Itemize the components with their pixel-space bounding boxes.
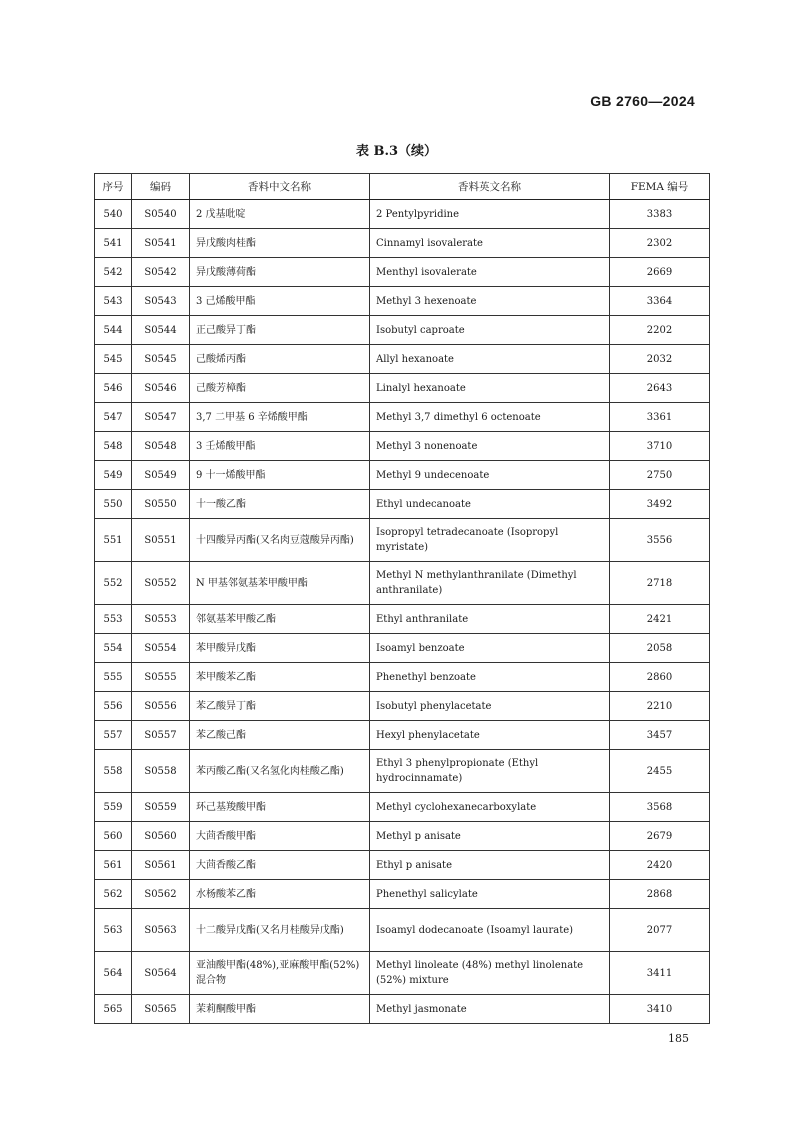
cell-english-name: Ethyl 3 phenylpropionate (Ethyl hydrocinnamate) xyxy=(370,750,610,793)
cell-english-name: Ethyl p anisate xyxy=(370,851,610,880)
cell-english-name: Isoamyl dodecanoate (Isoamyl laurate) xyxy=(370,909,610,952)
cell-no: 552 xyxy=(95,562,132,605)
cell-chinese-name: 苯甲酸苯乙酯 xyxy=(190,663,370,692)
cell-code: S0558 xyxy=(132,750,190,793)
column-header-english-name: 香料英文名称 xyxy=(370,174,610,200)
cell-no: 544 xyxy=(95,316,132,345)
cell-english-name: Methyl cyclohexanecarboxylate xyxy=(370,793,610,822)
cell-code: S0563 xyxy=(132,909,190,952)
cell-fema-number: 2302 xyxy=(610,229,710,258)
cell-no: 543 xyxy=(95,287,132,316)
cell-fema-number: 3568 xyxy=(610,793,710,822)
cell-code: S0562 xyxy=(132,880,190,909)
cell-english-name: Ethyl anthranilate xyxy=(370,605,610,634)
cell-english-name: Isobutyl caproate xyxy=(370,316,610,345)
table-body xyxy=(95,200,710,1024)
table-row xyxy=(95,721,710,750)
cell-chinese-name: 3,7 二甲基 6 辛烯酸甲酯 xyxy=(190,403,370,432)
cell-chinese-name: 苯乙酸己酯 xyxy=(190,721,370,750)
cell-fema-number: 2077 xyxy=(610,909,710,952)
standard-code: GB 2760—2024 xyxy=(590,93,695,109)
page-number: 185 xyxy=(668,1032,689,1045)
cell-fema-number: 3383 xyxy=(610,200,710,229)
cell-chinese-name: 环己基羧酸甲酯 xyxy=(190,793,370,822)
table-row xyxy=(95,519,710,562)
cell-english-name: Allyl hexanoate xyxy=(370,345,610,374)
cell-fema-number: 2679 xyxy=(610,822,710,851)
table-row xyxy=(95,995,710,1024)
cell-fema-number: 2421 xyxy=(610,605,710,634)
cell-chinese-name: 异戊酸肉桂酯 xyxy=(190,229,370,258)
cell-no: 561 xyxy=(95,851,132,880)
cell-code: S0546 xyxy=(132,374,190,403)
cell-english-name: Isopropyl tetradecanoate (Isopropyl myristate) xyxy=(370,519,610,562)
column-header-code: 编码 xyxy=(132,174,190,200)
table-row xyxy=(95,345,710,374)
cell-english-name: Cinnamyl isovalerate xyxy=(370,229,610,258)
cell-code: S0551 xyxy=(132,519,190,562)
cell-english-name: Methyl linoleate (48%) methyl linolenate (52%) mixture xyxy=(370,952,610,995)
cell-chinese-name: 异戊酸薄荷酯 xyxy=(190,258,370,287)
cell-fema-number: 2643 xyxy=(610,374,710,403)
table-header-row xyxy=(95,174,710,200)
column-header-no: 序号 xyxy=(95,174,132,200)
cell-no: 558 xyxy=(95,750,132,793)
cell-fema-number: 3410 xyxy=(610,995,710,1024)
cell-no: 565 xyxy=(95,995,132,1024)
table-row xyxy=(95,287,710,316)
cell-code: S0543 xyxy=(132,287,190,316)
table-row xyxy=(95,258,710,287)
table-row xyxy=(95,200,710,229)
cell-fema-number: 2032 xyxy=(610,345,710,374)
cell-chinese-name: 大茴香酸甲酯 xyxy=(190,822,370,851)
cell-english-name: Methyl N methylanthranilate (Dimethyl anthranilate) xyxy=(370,562,610,605)
cell-fema-number: 3556 xyxy=(610,519,710,562)
cell-chinese-name: 3 壬烯酸甲酯 xyxy=(190,432,370,461)
cell-english-name: Methyl jasmonate xyxy=(370,995,610,1024)
cell-code: S0540 xyxy=(132,200,190,229)
cell-chinese-name: 己酸芳樟酯 xyxy=(190,374,370,403)
cell-no: 555 xyxy=(95,663,132,692)
cell-no: 554 xyxy=(95,634,132,663)
cell-no: 551 xyxy=(95,519,132,562)
cell-chinese-name: 9 十一烯酸甲酯 xyxy=(190,461,370,490)
cell-english-name: Methyl p anisate xyxy=(370,822,610,851)
cell-fema-number: 3361 xyxy=(610,403,710,432)
cell-english-name: 2 Pentylpyridine xyxy=(370,200,610,229)
cell-no: 562 xyxy=(95,880,132,909)
table-row xyxy=(95,952,710,995)
table-row xyxy=(95,229,710,258)
table-row xyxy=(95,605,710,634)
cell-code: S0556 xyxy=(132,692,190,721)
cell-fema-number: 3411 xyxy=(610,952,710,995)
cell-chinese-name: 苯甲酸异戊酯 xyxy=(190,634,370,663)
cell-chinese-name: 苯丙酸乙酯(又名氢化肉桂酸乙酯) xyxy=(190,750,370,793)
cell-fema-number: 2210 xyxy=(610,692,710,721)
cell-fema-number: 2420 xyxy=(610,851,710,880)
cell-fema-number: 3364 xyxy=(610,287,710,316)
cell-code: S0552 xyxy=(132,562,190,605)
cell-english-name: Menthyl isovalerate xyxy=(370,258,610,287)
column-header-fema: FEMA 编号 xyxy=(610,174,710,200)
cell-chinese-name: 正己酸异丁酯 xyxy=(190,316,370,345)
cell-chinese-name: 苯乙酸异丁酯 xyxy=(190,692,370,721)
cell-code: S0547 xyxy=(132,403,190,432)
cell-chinese-name: 己酸烯丙酯 xyxy=(190,345,370,374)
cell-chinese-name: 十一酸乙酯 xyxy=(190,490,370,519)
cell-english-name: Methyl 3 nonenoate xyxy=(370,432,610,461)
cell-fema-number: 3492 xyxy=(610,490,710,519)
cell-no: 547 xyxy=(95,403,132,432)
cell-code: S0557 xyxy=(132,721,190,750)
cell-chinese-name: N 甲基邻氨基苯甲酸甲酯 xyxy=(190,562,370,605)
cell-code: S0544 xyxy=(132,316,190,345)
fema-table xyxy=(94,173,710,1024)
table-row xyxy=(95,461,710,490)
cell-code: S0565 xyxy=(132,995,190,1024)
cell-code: S0545 xyxy=(132,345,190,374)
table-row xyxy=(95,403,710,432)
cell-chinese-name: 十二酸异戊酯(又名月桂酸异戊酯) xyxy=(190,909,370,952)
cell-english-name: Phenethyl benzoate xyxy=(370,663,610,692)
cell-english-name: Linalyl hexanoate xyxy=(370,374,610,403)
cell-fema-number: 2750 xyxy=(610,461,710,490)
cell-no: 542 xyxy=(95,258,132,287)
table-row xyxy=(95,692,710,721)
cell-code: S0560 xyxy=(132,822,190,851)
table-row xyxy=(95,374,710,403)
table-row xyxy=(95,663,710,692)
table-row xyxy=(95,851,710,880)
cell-chinese-name: 3 己烯酸甲酯 xyxy=(190,287,370,316)
column-header-chinese-name: 香料中文名称 xyxy=(190,174,370,200)
cell-no: 548 xyxy=(95,432,132,461)
cell-code: S0550 xyxy=(132,490,190,519)
cell-no: 541 xyxy=(95,229,132,258)
cell-code: S0553 xyxy=(132,605,190,634)
cell-code: S0555 xyxy=(132,663,190,692)
cell-no: 545 xyxy=(95,345,132,374)
cell-code: S0542 xyxy=(132,258,190,287)
cell-english-name: Hexyl phenylacetate xyxy=(370,721,610,750)
cell-code: S0549 xyxy=(132,461,190,490)
table-row xyxy=(95,432,710,461)
table-row xyxy=(95,490,710,519)
cell-code: S0564 xyxy=(132,952,190,995)
cell-no: 556 xyxy=(95,692,132,721)
cell-chinese-name: 茉莉酮酸甲酯 xyxy=(190,995,370,1024)
cell-no: 557 xyxy=(95,721,132,750)
cell-english-name: Phenethyl salicylate xyxy=(370,880,610,909)
table-row xyxy=(95,634,710,663)
cell-english-name: Methyl 9 undecenoate xyxy=(370,461,610,490)
table-title: 表 B.3（续） xyxy=(355,144,438,159)
cell-fema-number: 2058 xyxy=(610,634,710,663)
table-row xyxy=(95,316,710,345)
cell-code: S0554 xyxy=(132,634,190,663)
cell-fema-number: 2669 xyxy=(610,258,710,287)
cell-fema-number: 3710 xyxy=(610,432,710,461)
table-row xyxy=(95,880,710,909)
table-row xyxy=(95,793,710,822)
cell-chinese-name: 邻氨基苯甲酸乙酯 xyxy=(190,605,370,634)
cell-english-name: Methyl 3,7 dimethyl 6 octenoate xyxy=(370,403,610,432)
cell-english-name: Isoamyl benzoate xyxy=(370,634,610,663)
cell-fema-number: 2455 xyxy=(610,750,710,793)
cell-english-name: Isobutyl phenylacetate xyxy=(370,692,610,721)
cell-fema-number: 2860 xyxy=(610,663,710,692)
cell-no: 550 xyxy=(95,490,132,519)
cell-no: 549 xyxy=(95,461,132,490)
cell-no: 560 xyxy=(95,822,132,851)
table-row xyxy=(95,822,710,851)
cell-chinese-name: 水杨酸苯乙酯 xyxy=(190,880,370,909)
cell-chinese-name: 2 戊基吡啶 xyxy=(190,200,370,229)
cell-no: 553 xyxy=(95,605,132,634)
cell-fema-number: 2202 xyxy=(610,316,710,345)
cell-chinese-name: 十四酸异丙酯(又名肉豆蔻酸异丙酯) xyxy=(190,519,370,562)
cell-fema-number: 2718 xyxy=(610,562,710,605)
table-row xyxy=(95,562,710,605)
table-row xyxy=(95,750,710,793)
cell-no: 546 xyxy=(95,374,132,403)
cell-no: 540 xyxy=(95,200,132,229)
cell-code: S0548 xyxy=(132,432,190,461)
cell-chinese-name: 亚油酸甲酯(48%),亚麻酸甲酯(52%)混合物 xyxy=(190,952,370,995)
cell-no: 563 xyxy=(95,909,132,952)
cell-chinese-name: 大茴香酸乙酯 xyxy=(190,851,370,880)
cell-code: S0561 xyxy=(132,851,190,880)
cell-no: 559 xyxy=(95,793,132,822)
cell-fema-number: 2868 xyxy=(610,880,710,909)
cell-no: 564 xyxy=(95,952,132,995)
table-row xyxy=(95,909,710,952)
cell-english-name: Ethyl undecanoate xyxy=(370,490,610,519)
cell-fema-number: 3457 xyxy=(610,721,710,750)
cell-code: S0559 xyxy=(132,793,190,822)
cell-code: S0541 xyxy=(132,229,190,258)
cell-english-name: Methyl 3 hexenoate xyxy=(370,287,610,316)
